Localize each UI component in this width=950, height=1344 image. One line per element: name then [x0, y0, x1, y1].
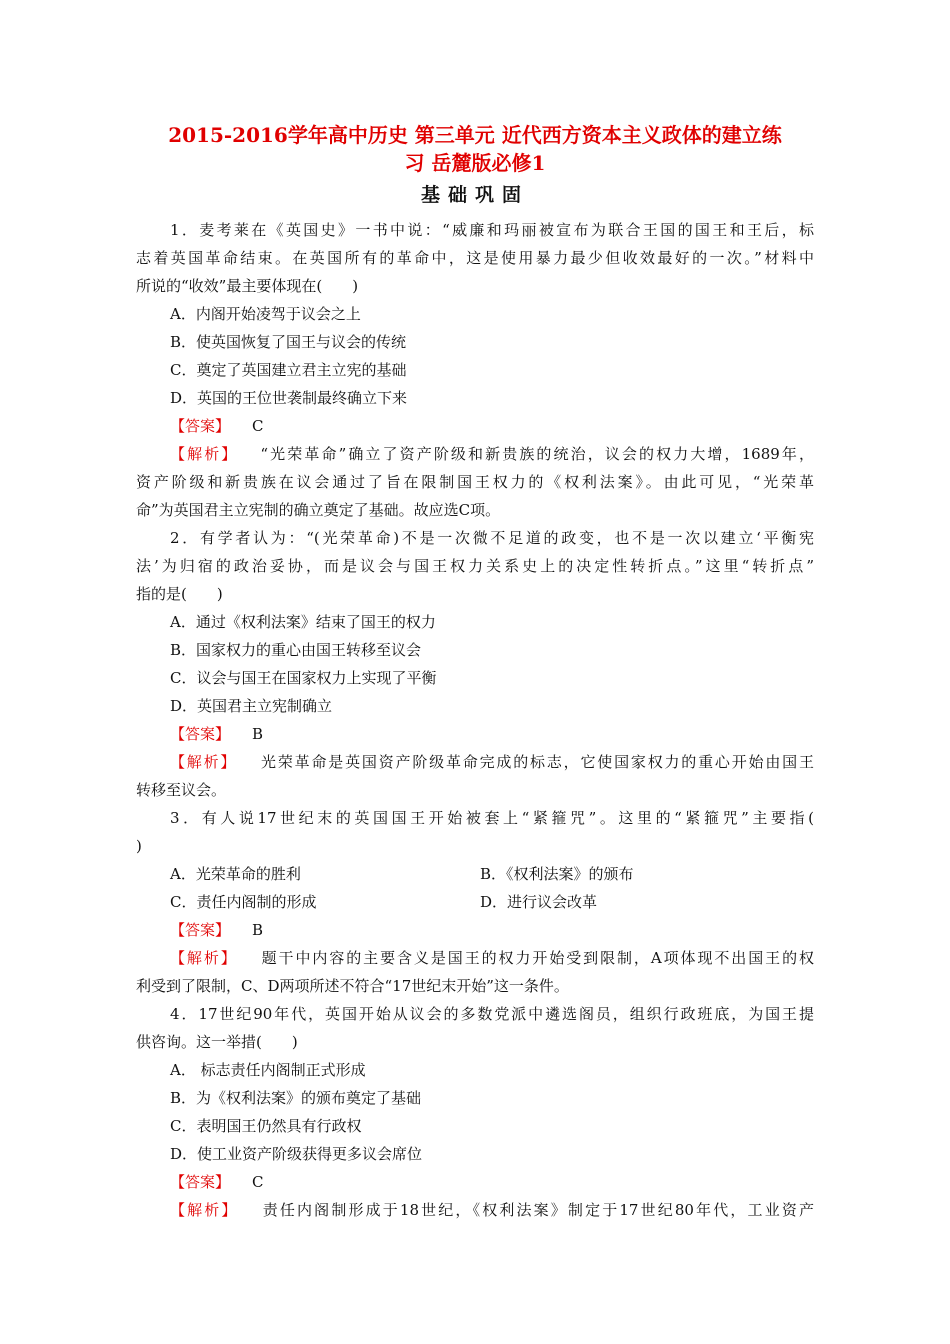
q2-analysis-line: 光荣革命是英国资产阶级革命完成的标志，它使国家权力的重心开始由国王 — [259, 753, 814, 771]
q1-option-c: C．奠定了英国建立君主立宪的基础 — [170, 361, 407, 379]
q1-stem-line: 1．麦考莱在《英国史》一书中说：“威廉和玛丽被宣布为联合王国的国王和王后，标 — [170, 221, 814, 239]
q1-stem-line: 所说的“收效”最主要体现在( ) — [136, 277, 359, 295]
q4-option-a: A． 标志责任内阁制正式形成 — [170, 1061, 366, 1079]
analysis-label: 【解析】 — [170, 949, 238, 967]
q3-stem-line: 3．有人说17世纪末的英国国王开始被套上“紧箍咒”。这里的“紧箍咒”主要指( — [170, 809, 814, 827]
q2-stem-line: 2．有学者认为：“(光荣革命)不是一次微不足道的政变，也不是一次以建立‘平衡宪 — [170, 529, 814, 547]
q3-analysis-line: 题干中内容的主要含义是国王的权力开始受到限制，A项体现不出国王的权 — [259, 949, 814, 967]
q1-analysis-line: 命”为英国君主立宪制的确立奠定了基础。故应选C项。 — [136, 501, 501, 519]
q3-option-d: D．进行议会改革 — [480, 893, 598, 911]
q2-answer — [136, 720, 814, 748]
analysis-label: 【解析】 — [170, 445, 239, 463]
q3-option-b: B．《权利法案》的颁布 — [480, 865, 634, 883]
q4-option-d: D．使工业资产阶级获得更多议会席位 — [170, 1145, 423, 1163]
q4-option-c: C．表明国王仍然具有行政权 — [170, 1117, 362, 1135]
q4-answer — [136, 1168, 814, 1196]
answer-label: 【答案】 — [170, 1173, 231, 1191]
q1-option-a: A．内阁开始凌驾于议会之上 — [170, 305, 361, 323]
q2-analysis-line: 转移至议会。 — [136, 781, 227, 799]
answer-label: 【答案】 — [170, 921, 231, 939]
q2-option-c: C．议会与国王在国家权力上实现了平衡 — [170, 669, 437, 687]
q2-option-a: A．通过《权利法案》结束了国王的权力 — [170, 613, 436, 631]
document-title-line-1: 2015-2016学年高中历史 第三单元 近代西方资本主义政体的建立练 — [168, 123, 782, 147]
q3-stem-line: ) — [136, 837, 142, 855]
q1-analysis-line: 资产阶级和新贵族在议会通过了旨在限制国王权力的《权利法案》。由此可见，“光荣革 — [136, 473, 814, 491]
q1-answer — [136, 412, 814, 440]
section-heading: 基础巩固 — [420, 184, 529, 206]
q2-option-d: D．英国君主立宪制确立 — [170, 697, 333, 715]
q3-options-row-1 — [136, 860, 814, 888]
q1-answer-value: C — [252, 417, 264, 435]
q4-answer-value: C — [252, 1173, 264, 1191]
q2-analysis — [136, 748, 814, 776]
q1-analysis-line: “光荣革命”确立了资产阶级和新贵族的统治，议会的权力大增，1689年， — [260, 445, 814, 463]
q3-options-row-2 — [136, 888, 814, 916]
q3-analysis-line: 利受到了限制，C、D两项所述不符合“17世纪末开始”这一条件。 — [136, 977, 569, 995]
q3-answer — [136, 916, 814, 944]
q4-option-b: B．为《权利法案》的颁布奠定了基础 — [170, 1089, 422, 1107]
q3-option-c: C．责任内阁制的形成 — [170, 893, 317, 911]
q2-stem-line: 指的是( ) — [136, 585, 223, 603]
q2-option-b: B．国家权力的重心由国王转移至议会 — [170, 641, 422, 659]
q1-option-b: B．使英国恢复了国王与议会的传统 — [170, 333, 407, 351]
q2-stem-line: 法’为归宿的政治妥协，而是议会与国王权力关系史上的决定性转折点。”这里“转折点” — [136, 557, 814, 575]
q3-answer-value: B — [252, 921, 264, 939]
q2-answer-value: B — [252, 725, 264, 743]
q1-analysis — [136, 440, 814, 468]
question-list — [136, 216, 814, 1224]
q3-option-a: A．光荣革命的胜利 — [170, 865, 301, 883]
analysis-label: 【解析】 — [170, 753, 238, 771]
answer-label: 【答案】 — [170, 417, 231, 435]
document-title-line-2: 习 岳麓版必修1 — [404, 151, 546, 175]
q4-analysis-line: 责任内阁制形成于18世纪，《权利法案》制定于17世纪80年代，工业资产 — [260, 1201, 814, 1219]
q3-analysis — [136, 944, 814, 972]
q1-stem-line: 志着英国革命结束。在英国所有的革命中，这是使用暴力最少但收效最好的一次。”材料中 — [136, 249, 814, 267]
q1-option-d: D．英国的王位世袭制最终确立下来 — [170, 389, 408, 407]
answer-label: 【答案】 — [170, 725, 231, 743]
q4-stem-line: 供咨询。这一举措( ) — [136, 1033, 298, 1051]
q4-analysis — [136, 1196, 814, 1224]
analysis-label: 【解析】 — [170, 1201, 239, 1219]
q4-stem-line: 4．17世纪90年代，英国开始从议会的多数党派中遴选阁员，组织行政班底，为国王提 — [170, 1005, 814, 1023]
